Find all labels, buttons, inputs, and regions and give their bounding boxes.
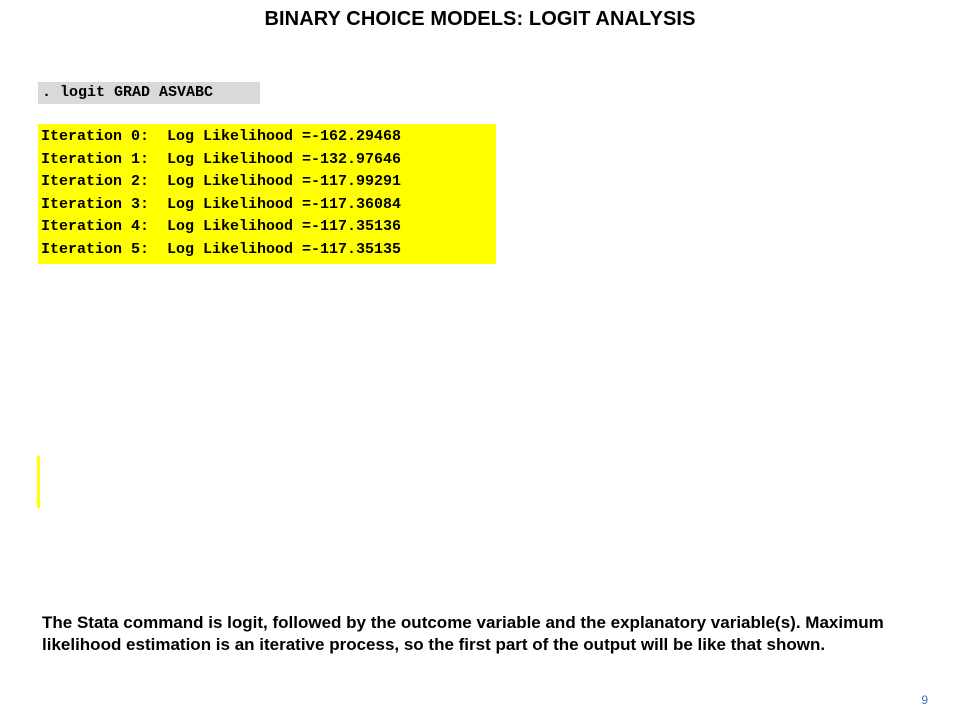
slide-title: BINARY CHOICE MODELS: LOGIT ANALYSIS: [264, 8, 696, 30]
page-number: 9: [921, 693, 928, 707]
highlight-bar: [37, 456, 40, 508]
iteration-line-5: Iteration 5: Log Likelihood =-117.35135: [41, 240, 402, 258]
iteration-line-2: Iteration 2: Log Likelihood =-117.99291: [41, 173, 402, 191]
iteration-line-1: Iteration 1: Log Likelihood =-132.97646: [41, 150, 402, 168]
iteration-log: [38, 124, 496, 264]
stata-command: . logit GRAD ASVABC: [38, 82, 260, 104]
explanation-text: The Stata command is logit, followed by the outcome variable and the explanatory variable(s). Maximum likelihood estimation is an iterative process, so the first part of the output will be like that shown.: [42, 613, 884, 654]
iteration-line-0: Iteration 0: Log Likelihood =-162.29468: [41, 128, 402, 145]
iteration-line-4: Iteration 4: Log Likelihood =-117.35136: [41, 218, 402, 236]
iteration-line-3: Iteration 3: Log Likelihood =-117.36084: [41, 195, 402, 213]
